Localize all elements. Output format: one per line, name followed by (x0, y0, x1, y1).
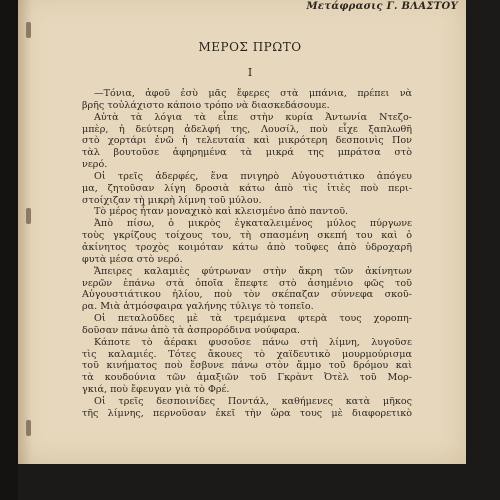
text-line: φυτὰ μέσα στὸ νερό. (82, 253, 183, 265)
text-line: γκιά, ποὺ ἔφευγαν γιὰ τὸ Φρέ. (82, 384, 230, 396)
text-line: Αὐγουστιάτικου ἡλίου, ποὺ τὸν σκέπαζαν σύννεφα σκοῦ- (82, 289, 412, 301)
text-line: Οἱ πεταλοῦδες μὲ τὰ τρεμάμενα φτερὰ τους χοροπη- (94, 313, 412, 325)
text-line: τὶς καλαμιές. Τότες ἄκουες τὸ χαϊδευτικὸ μουρμούρισμα (82, 348, 412, 360)
staple (26, 208, 31, 224)
text-line: Οἱ τρεῖς ἀδερφές, ἕνα πνιγηρὸ Αὐγουστιάτικο ἀπόγευ (94, 170, 412, 182)
text-line: Οἱ τρεῖς δεσποινίδες Ποντάλ, καθήμενες κατὰ μῆκος (94, 395, 412, 407)
text-line: Τὸ μέρος ἦταν μοναχικὸ καὶ κλεισμένο ἀπὸ παντοῦ. (94, 206, 349, 218)
text-line: τοῦ κινήματος ποὺ ἔσβυνε πάνω στὸν ἄμμο τοῦ δρόμου καὶ (82, 360, 412, 372)
text-line: μπὲρ, ἡ δεύτερη ἀδελφή της, Λουσίλ, ποὺ εἶχε ξαπλωθῆ (82, 123, 412, 135)
chapter-number: I (247, 66, 253, 79)
text-line: νερῶν ἐπάνω στὰ ὁποῖα ἔπεφτε στὸ ἀσημένιο φῶς τοῦ (82, 277, 412, 289)
text-line: στοίχιζαν τὴ μικρὴ λίμνη τοῦ μύλου. (82, 194, 262, 206)
text-line: Κάποτε τὸ ἀέρακι φυσοῦσε πάνω στὴ λίμνη, λυγοῦσε (94, 336, 412, 348)
text-line: Ἀπὸ πίσω, ὁ μικρὸς ἐγκαταλειμένος μύλος πύργωνε (94, 218, 412, 230)
text-line: βρῆς τοὐλάχιστο κάποιο τρόπο νὰ διασκεδάσουμε. (82, 99, 330, 111)
text-line: τῆς λίμνης, περνοῦσαν ἐκεῖ τὴν ὥρα τους μὲ διαφορετικὸ (82, 407, 412, 419)
text-line: τὰ κουδούνια τῶν ἀμαξιῶν τοῦ Γκρὰντ Ὀτὲλ τοῦ Μορ- (82, 372, 412, 384)
translator-credit: Μετάφρασις Γ. ΒΛΑΣΤΟΥ (306, 1, 458, 12)
text-line: δοῦσαν πάνω ἀπὸ τὰ ἀσπρορόδινα νούφαρα. (82, 324, 301, 336)
text-line: τὰλ βουτοῦσε ἀφηρημένα τὰ μικρά της μπράτσα στὸ (82, 147, 412, 159)
text-line: Ἄπειρες καλαμιὲς φύτρωναν στὴν ἄκρη τῶν ἀκίνητων (94, 265, 412, 277)
text-line: ἀκίνητος τροχὸς κοιμόταν κάτω ἀπὸ τοῦφες ἀπὸ ὑδροχαρῆ (82, 241, 412, 253)
staple (26, 420, 31, 436)
text-line: Αὐτὰ τὰ λόγια τὰ εἶπε στὴν κυρία Ἀντωνία Ντεζο- (94, 111, 412, 123)
text-line: —Τόνια, ἀφοῦ ἐσὺ μᾶς ἔφερες στὰ μπάνια, πρέπει νὰ (94, 88, 412, 99)
text-line: μα, ζητοῦσαν λίγη δροσιὰ κάτω ἀπὸ τὶς ἰτιὲς ποὺ περι- (82, 182, 412, 194)
text-line: τοὺς γκρίζους τοίχους του, τὴ σπασμένη σκεπή του καὶ ὁ (82, 230, 412, 242)
text-line: στὸ χορτάρι ἐνῶ ἡ τελευταία καὶ μικρότερη δεσποινὶς Πον (82, 135, 412, 147)
part-title: ΜΕΡΟΣ ΠΡΩΤΟ (198, 40, 302, 54)
text-line: ρα. Μιὰ ἀτμόσφαιρα γαλήνης τύλιγε τὸ τοπεῖο. (82, 301, 314, 313)
text-line: νερό. (82, 159, 108, 171)
staple (26, 22, 31, 38)
body-text (82, 88, 412, 420)
